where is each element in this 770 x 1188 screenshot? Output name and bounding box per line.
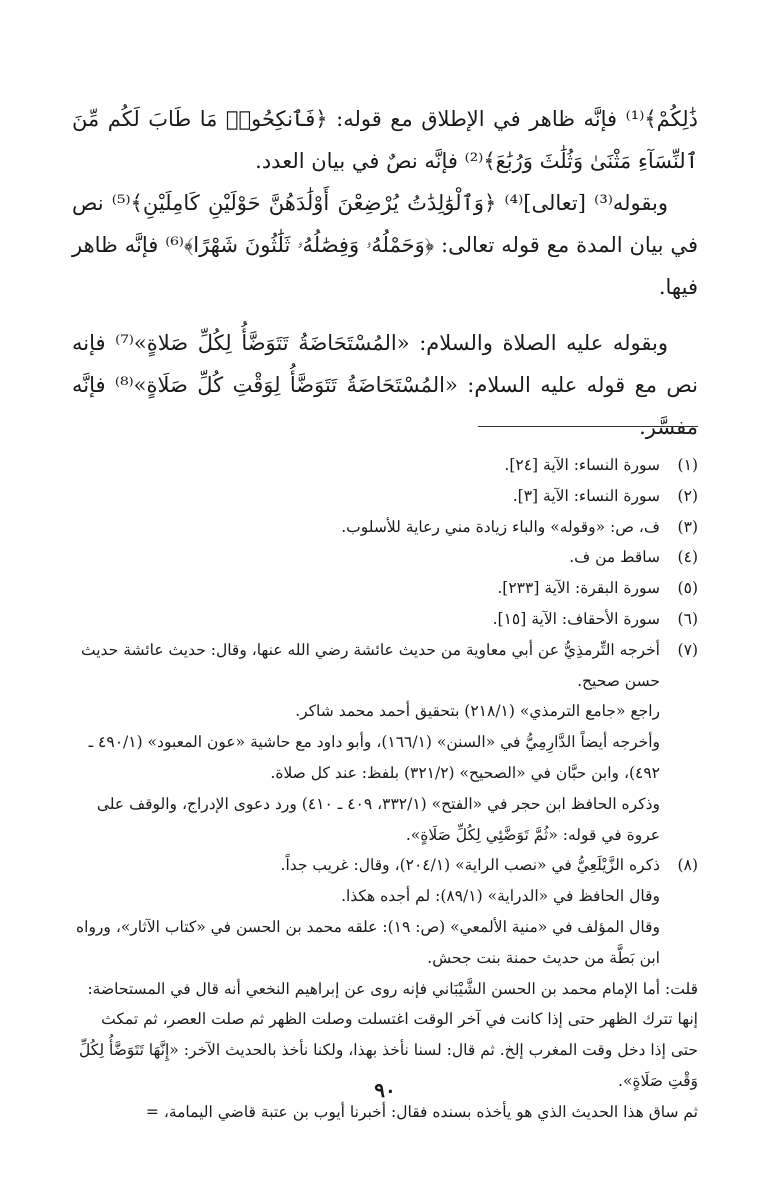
footnote-number: (٥) <box>677 579 698 598</box>
footnote-text: راجع «جامع الترمذي» (٢١٨/١) بتحقيق أحمد محمد شاكر. <box>295 702 660 721</box>
footnote <box>72 604 698 635</box>
footnote-number: (٢) <box>677 486 698 505</box>
footnote-number: (٣) <box>677 517 698 536</box>
footnote <box>72 573 698 604</box>
footnote <box>72 512 698 543</box>
footnote-text: سورة النساء: الآية [٣]. <box>512 486 660 505</box>
footnote-text: وذكره الحافظ ابن حجر في «الفتح» (٣٣٢/١، ٤٠٩ ـ ٤١٠) ورد دعوى الإدراج، والوقف على عروة في قوله: «ثُمَّ تَوَضَّئِي لِكُلِّ صَلَاةٍ». <box>96 794 660 844</box>
footnote-text: ذكره الزَّيْلَعِيُّ في «نصب الراية» (٢٠٤/١)، وقال: غريب جداً. <box>280 856 660 875</box>
footnote-divider <box>478 426 698 427</box>
footnote <box>72 850 698 973</box>
footnote-number: (٧) <box>677 640 698 659</box>
footnote-text: وقال الحافظ في «الدراية» (٨٩/١): لم أجده هكذا. <box>341 887 660 906</box>
footnote-number: (٦) <box>677 609 698 628</box>
footnote-text: وقال المؤلف في «منية الألمعي» (ص: ١٩): علقه محمد بن الحسن في «كتاب الآثار»، ورواه ابن بَطَّة من حديث حمنة بنت جحش. <box>76 917 660 967</box>
footnote <box>72 481 698 512</box>
footnote-text: سورة الأحقاف: الآية [١٥]. <box>492 609 660 628</box>
footnote <box>72 635 698 851</box>
footnotes <box>72 450 698 1128</box>
paragraph-2: وبقوله⁽³⁾ [تعالى]⁽⁴⁾ ﴿وَٱلْوَٰلِدَٰتُ يُرْضِعْنَ أَوْلَٰدَهُنَّ حَوْلَيْنِ كَامِلَيْنِ﴾⁽⁵⁾ نص في بيان المدة مع قوله تعالى: ﴿وَحَمْلُهُۥ وَفِصَٰلُهُۥ ثَلَٰثُونَ شَهْرًا﴾⁽⁶⁾ فإنَّه ظاهر فيها. <box>72 191 698 299</box>
footnote-number: (١) <box>677 456 698 474</box>
main-text <box>72 98 698 448</box>
footnote-text: ف، ص: «وقوله» والباء زيادة مني رعاية للأسلوب. <box>341 517 660 536</box>
footnote-text: أخرجه التِّرمذِيُّ عن أبي معاوية من حديث عائشة رضي الله عنها، وقال: حديث عائشة حديث حسن صحيح. <box>81 640 660 690</box>
footnote-text: وأخرجه أيضاً الدَّارِمِيُّ في «السنن» (١٦٦/١)، وأبو داود مع حاشية «عون المعبود» (٤٩٠/١ ـ ٤٩٢)، وابن حبَّان في «الصحيح» (٣٢١/٢) بلفظ: عند كل صلاة. <box>88 733 660 782</box>
footnote-number: (٨) <box>677 856 698 875</box>
paragraph-1: ذَٰلِكُمْ﴾⁽¹⁾ فإنَّه ظاهر في الإطلاق مع قوله: ﴿فَٱنكِحُوا۟ مَا طَابَ لَكُم مِّنَ ٱلنِّسَآءِ مَثْنَىٰ وَثُلَٰثَ وَرُبَٰعَ﴾⁽²⁾ فإنَّه نصٌ في بيان العدد. <box>72 107 698 173</box>
footnote-text: ساقط من ف. <box>569 548 660 567</box>
page-number: ٩٠ <box>374 1078 396 1102</box>
footnote-note: قلت: أما الإمام محمد بن الحسن الشَّيْبَاني فإنه روى عن إبراهيم النخعي أنه قال في المستحاضة: إنها تترك الظهر حتى إذا كانت في آخر الوقت اغتسلت وصلت الظهر ثم صلت العصر، ثم تمكث حتى إذا دخل وقت المغرب إلخ. ثم قال: لسنا نأخذ بهذا، ولكنا نأخذ بالحديث الآخر: «إِنَّهَا تَتَوَضَّأُ لِكُلِّ وَقْتِ صَلَاةٍ». <box>79 979 698 1090</box>
footnote <box>72 542 698 573</box>
footnote-note: ثم ساق هذا الحديث الذي هو يأخذه بسنده فقال: أخبرنا أيوب بن عتبة قاضي اليمامة، = <box>145 1102 698 1121</box>
footnote-text: سورة النساء: الآية [٢٤]. <box>504 456 660 474</box>
paragraph-3: وبقوله عليه الصلاة والسلام: «المُسْتَحَاضَةُ تَتَوَضَّأُ لِكُلِّ صَلاةٍ»⁽⁷⁾ فإنه نص مع قوله عليه السلام: «المُسْتَحَاضَةُ تَتَوَضَّأُ لِوَقْتِ كُلِّ صَلَاةٍ»⁽⁸⁾ فإنَّه مفسَّر. <box>72 331 699 439</box>
footnote-text: سورة البقرة: الآية [٢٣٣]. <box>497 579 660 598</box>
footnote-number: (٤) <box>677 548 698 567</box>
footnote <box>72 450 698 481</box>
